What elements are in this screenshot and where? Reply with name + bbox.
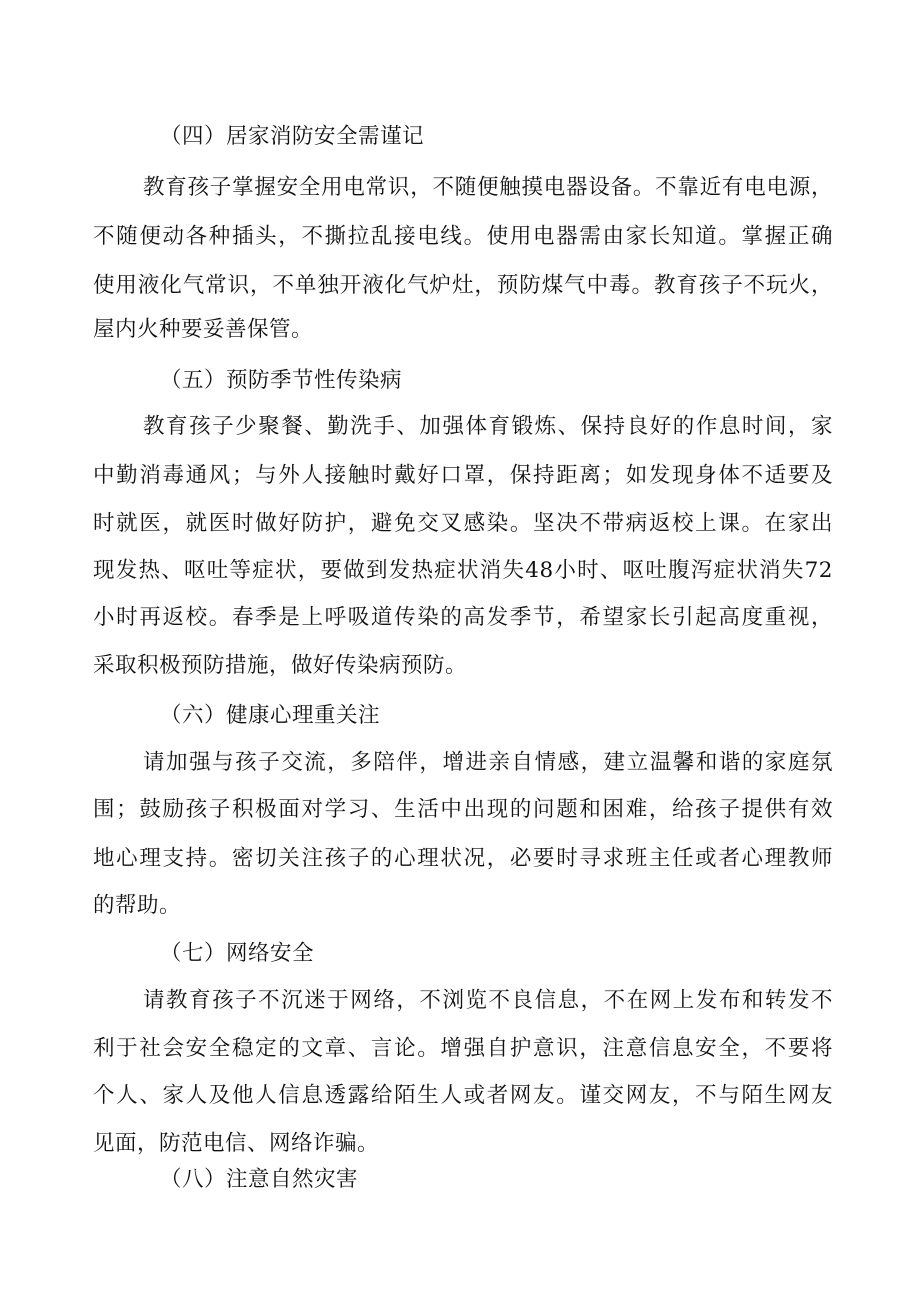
section-heading-5: （五）预防季节性传染病 bbox=[160, 368, 403, 393]
paragraph-line: 教育孩子掌握安全用电常识，不随便触摸电器设备。不靠近有电电源， bbox=[143, 175, 833, 200]
paragraph-line: 时就医，就医时做好防护，避免交叉感染。坚决不带病返校上课。在家出 bbox=[93, 511, 833, 536]
paragraph-line: 围；鼓励孩子积极面对学习、生活中出现的问题和困难，给孩子提供有效 bbox=[93, 797, 833, 822]
section-heading-8: （八）注意自然灾害 bbox=[160, 1167, 359, 1192]
paragraph-line: 中勤消毒通风；与外人接触时戴好口罩，保持距离；如发现身体不适要及 bbox=[93, 463, 833, 488]
paragraph-line: 屋内火种要妥善保管。 bbox=[93, 317, 314, 342]
paragraph-line: 个人、家人及他人信息透露给陌生人或者网友。谨交网友，不与陌生网友 bbox=[93, 1083, 833, 1108]
paragraph-line: 采取积极预防措施，做好传染病预防。 bbox=[93, 653, 468, 678]
paragraph-line: 教育孩子少聚餐、勤洗手、加强体育锻炼、保持良好的作息时间，家 bbox=[143, 414, 833, 439]
section-heading-6: （六）健康心理重关注 bbox=[160, 703, 381, 728]
paragraph-line: 的帮助。 bbox=[93, 893, 182, 918]
paragraph-line: 使用液化气常识，不单独开液化气炉灶，预防煤气中毒。教育孩子不玩火， bbox=[93, 273, 833, 298]
paragraph-line: 小时再返校。春季是上呼吸道传染的高发季节，希望家长引起高度重视， bbox=[93, 605, 833, 630]
section-heading-4: （四）居家消防安全需谨记 bbox=[160, 124, 425, 149]
section-heading-7: （七）网络安全 bbox=[160, 941, 315, 966]
paragraph-line: 请加强与孩子交流，多陪伴，增进亲自情感，建立温馨和谐的家庭氛 bbox=[143, 750, 833, 775]
paragraph-line: 请教育孩子不沉迷于网络，不浏览不良信息，不在网上发布和转发不 bbox=[143, 988, 833, 1013]
paragraph-line: 见面，防范电信、网络诈骗。 bbox=[93, 1131, 380, 1156]
paragraph-line: 地心理支持。密切关注孩子的心理状况，必要时寻求班主任或者心理教师 bbox=[93, 846, 833, 871]
paragraph-line: 不随便动各种插头，不撕拉乱接电线。使用电器需由家长知道。掌握正确 bbox=[93, 224, 833, 249]
paragraph-line: 现发热、呕吐等症状，要做到发热症状消失48小时、呕吐腹泻症状消失72 bbox=[93, 558, 833, 583]
paragraph-line: 利于社会安全稳定的文章、言论。增强自护意识，注意信息安全，不要将 bbox=[93, 1036, 833, 1061]
